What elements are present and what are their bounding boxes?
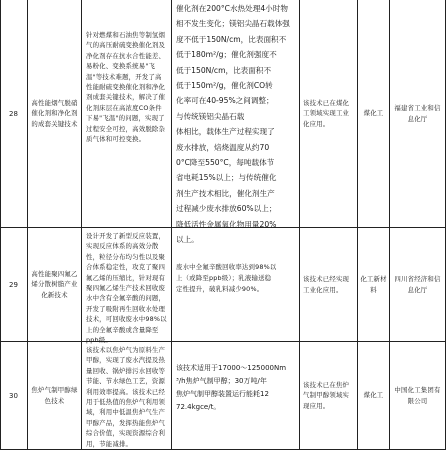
row-number: 30 (0, 342, 28, 450)
row-number: 28 (0, 0, 28, 228)
technology-description: 设计开发了新型反应装置，实现反应体系的高效分散性，粒径分布均匀性以及聚合体系稳定性，攻克了聚四氟乙烯的压缩比，针对现有聚四氟乙烯生产技术回收废水中含有全氟辛酸的问题，开发了吸附再生回收水处理技术，可回收废水中98%以上的全氟辛酸或含量降至ppb级。 (82, 228, 172, 342)
param-line: 上（或降至ppb级）；乳液输送稳 (176, 274, 272, 282)
param-line: 低于180m²/g；催化剂强度不 (176, 50, 277, 60)
param-line: ³/h焦炉气制甲醇；30万吨/年 (176, 377, 267, 385)
param-line: 定性提升，破乳料减少90%。 (176, 285, 264, 293)
param-line: 度不低于150N/cm，比表面积不 (176, 34, 287, 44)
param-line: 该技术适用于17000～125000Nm (176, 364, 287, 372)
param-line: 低于150N/cm，比表面积不 (176, 65, 272, 75)
technology-name: 焦炉气制甲醇绿色技术 (28, 342, 82, 450)
technology-description: 针对燃煤和石油焦等制氢烟气的高压耐硫变换催化剂及净化剂存在抗水合性能差、易粉化、变换系统易"飞温"等技术难题，开发了高性能耐硫变换催化剂和净化剂成套关键技术，解决了催化剂床层在高浓度CO条件下易"飞温"的问题，实现了过程安全可控，高效脱除杂质气体和可控变换。 (82, 0, 172, 228)
technology-name: 高性能烟气脱硝催化剂和净化剂的成套关键技术 (28, 0, 82, 228)
param-line: 废水中全氟辛酸回收率达到98%以 (176, 263, 277, 271)
param-line: 低于150m²/g，催化剂CO转 (176, 81, 273, 91)
technology-parameters (172, 228, 300, 342)
param-line: 0°C降至550°C，每吨载体节 (176, 158, 275, 168)
recommending-unit: 福建省工业和信息化厅 (390, 0, 446, 228)
param-line: 过程减少废水排放60%以上； (176, 204, 277, 214)
application-field: 化工新材料 (358, 228, 390, 342)
table-left-border (0, 0, 1, 450)
param-line: 与传统镁铝尖晶石载 (176, 111, 245, 121)
param-line: 剂生产技术相比，催化剂生产 (176, 188, 275, 198)
param-line: 72.4kgce/t。 (176, 403, 221, 411)
param-line: 化率可在40-95%之间调整； (176, 96, 274, 106)
param-line: 相不发生变化；镁铝尖晶石载体强 (176, 19, 290, 29)
technology-parameters (172, 342, 300, 450)
application-field: 煤化工 (358, 0, 390, 228)
application-field: 煤化工 (358, 342, 390, 450)
technology-name: 高性能聚四氟乙烯分散树脂产业化新技术 (28, 228, 82, 342)
row-number: 29 (0, 228, 28, 342)
technology-parameters (172, 0, 300, 245)
param-line: 以上。 (176, 235, 199, 245)
param-line: 体相比，载体生产过程实现了 (176, 127, 275, 137)
application-stage: 该技术已在焦炉气制甲醇领域实现应用。 (300, 342, 358, 450)
param-line: 废水排放，焙烧温度从约70 (176, 142, 270, 152)
param-line: 焦炉气制甲醇装置运行能耗12 (176, 390, 269, 398)
recommending-unit: 四川省经济和信息化厅 (390, 228, 446, 342)
application-stage: 该技术已经实现工业化应用。 (300, 228, 358, 342)
param-line: 省电耗15%以上；与传统催化 (176, 173, 277, 183)
recommending-unit: 中国化工集团有限公司 (390, 342, 446, 450)
param-line: 催化剂在200°C水热处理4小时物 (176, 4, 288, 13)
application-stage: 该技术已在煤化工领域实现工业化应用。 (300, 0, 358, 228)
param-line: 降低活性金属氧化物用量20% (176, 219, 277, 229)
technology-description: 该技术以焦炉气为原料生产甲醇，实现了废水汽提及热量回收、锅炉排污水回收等节能、节水绿色工艺，资源利用效率提高。该技术已经用于低热值的焦炉气利用领域，利用中低温焦炉气生产甲醇产品，发挥热能焦炉气综合价值，实现资源综合利用，节能减排。 (82, 342, 172, 450)
